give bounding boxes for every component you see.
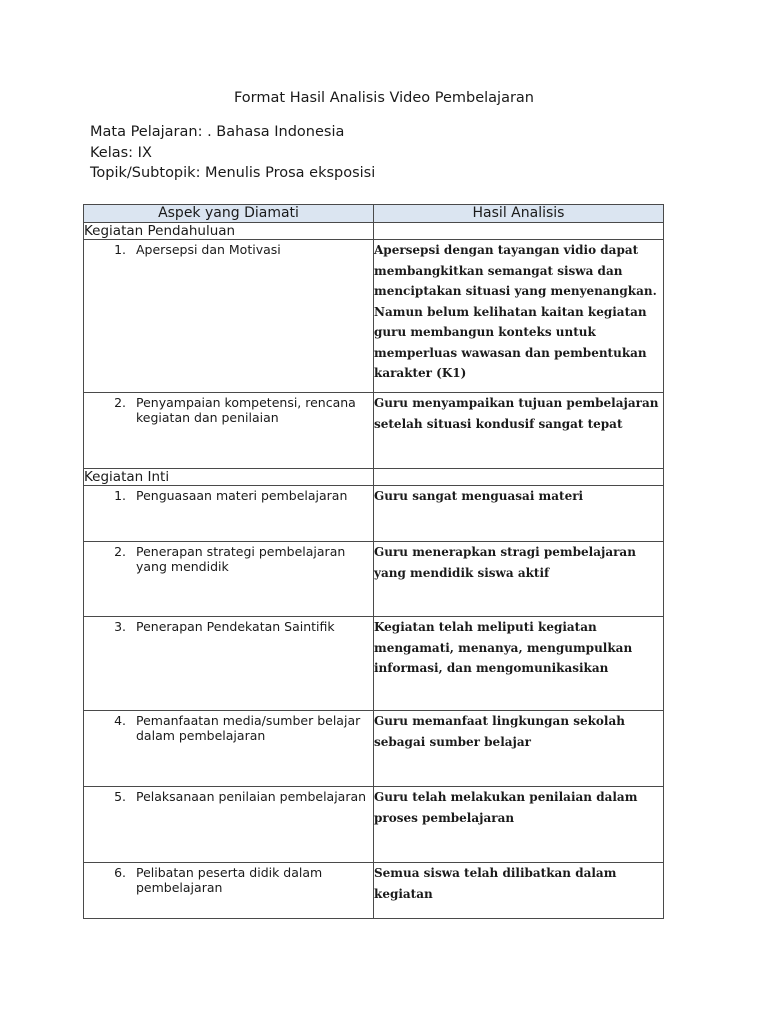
item-number: 1. xyxy=(114,242,126,257)
table-row xyxy=(84,542,664,617)
aspek-cell xyxy=(84,863,374,919)
header-aspek: Aspek yang Diamati xyxy=(84,205,374,223)
hasil-text: Guru menerapkan stragi pembelajaran yang mendidik siswa aktif xyxy=(374,542,664,617)
section-row xyxy=(84,223,664,240)
aspek-cell xyxy=(84,711,374,787)
section-label-pendahuluan: Kegiatan Pendahuluan xyxy=(84,223,374,240)
mata-pelajaran: Mata Pelajaran: . Bahasa Indonesia xyxy=(90,124,345,140)
hasil-text: Semua siswa telah dilibatkan dalam kegiatan xyxy=(374,863,664,919)
hasil-text: Guru sangat menguasai materi xyxy=(374,486,664,542)
item-number: 5. xyxy=(114,789,126,804)
table-row xyxy=(84,240,664,393)
header-hasil: Hasil Analisis xyxy=(374,205,664,223)
item-number: 2. xyxy=(114,544,126,559)
hasil-text: Kegiatan telah meliputi kegiatan mengamati, menanya, mengumpulkan informasi, dan mengomunikasikan xyxy=(374,617,664,711)
aspek-text: Apersepsi dan Motivasi xyxy=(136,242,281,257)
aspek-cell xyxy=(84,393,374,469)
hasil-text: Guru memanfaat lingkungan sekolah sebagai sumber belajar xyxy=(374,711,664,787)
aspek-text: Pelibatan peserta didik dalam pembelajaran xyxy=(136,865,323,895)
table-header-row xyxy=(84,205,664,223)
aspek-text: Penerapan Pendekatan Saintifik xyxy=(136,619,335,634)
topik-subtopik: Topik/Subtopik: Menulis Prosa eksposisi xyxy=(90,165,376,181)
aspek-text: Penguasaan materi pembelajaran xyxy=(136,488,348,503)
section-label-inti: Kegiatan Inti xyxy=(84,469,374,486)
aspek-text: Penyampaian kompetensi, rencana kegiatan dan penilaian xyxy=(136,395,356,425)
table-row xyxy=(84,863,664,919)
table-row xyxy=(84,617,664,711)
aspek-cell xyxy=(84,486,374,542)
hasil-text: Guru menyampaikan tujuan pembelajaran setelah situasi kondusif sangat tepat xyxy=(374,393,664,469)
aspek-text: Pemanfaatan media/sumber belajar dalam pembelajaran xyxy=(136,713,361,743)
section-row xyxy=(84,469,664,486)
aspek-cell xyxy=(84,542,374,617)
table-row xyxy=(84,486,664,542)
document-title: Format Hasil Analisis Video Pembelajaran xyxy=(233,90,534,106)
aspek-cell xyxy=(84,240,374,393)
aspek-cell xyxy=(84,787,374,863)
hasil-text: Apersepsi dengan tayangan vidio dapat membangkitkan semangat siswa dan menciptakan situasi yang menyenangkan. Namun belum kelihatan kaitan kegiatan guru membangun konteks untuk memperluas wawasan dan pembentukan karakter (K1) xyxy=(374,240,664,393)
hasil-text: Guru telah melakukan penilaian dalam proses pembelajaran xyxy=(374,787,664,863)
item-number: 1. xyxy=(114,488,126,503)
kelas: Kelas: IX xyxy=(90,145,152,161)
item-number: 3. xyxy=(114,619,126,634)
analysis-table xyxy=(83,204,664,919)
aspek-text: Pelaksanaan penilaian pembelajaran xyxy=(136,789,367,804)
table-row xyxy=(84,393,664,469)
aspek-text: Penerapan strategi pembelajaran yang mendidik xyxy=(136,544,346,574)
table-row xyxy=(84,787,664,863)
item-number: 4. xyxy=(114,713,126,728)
aspek-cell xyxy=(84,617,374,711)
table-row xyxy=(84,711,664,787)
item-number: 2. xyxy=(114,395,126,410)
item-number: 6. xyxy=(114,865,126,880)
